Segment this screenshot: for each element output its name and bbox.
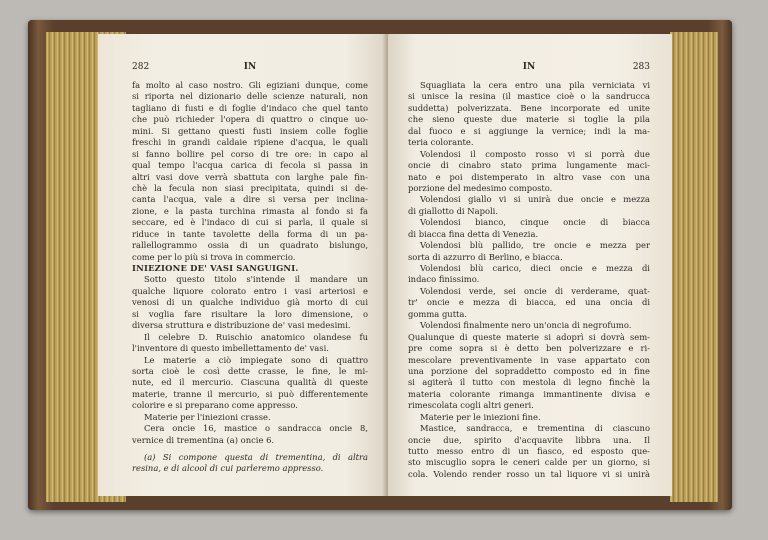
text-line: colorire e si preparano come appresso. bbox=[132, 400, 298, 411]
left-page-footnote bbox=[132, 452, 368, 475]
text-line: qualche liquore colorato entro i vasi arteriosi e bbox=[132, 285, 368, 296]
text-line: vernice di trementina (a) oncie 6. bbox=[132, 434, 275, 445]
text-line: oncie di cinabro stato prima lungamente maci- bbox=[408, 160, 650, 171]
text-line: che sieno queste due materie si toglie la pila bbox=[408, 114, 650, 125]
text-line: Il celebre D. Ruischio anatomico olandese fu bbox=[144, 331, 368, 342]
text-line: che può richieder l'opera di quattro o cinque uo- bbox=[132, 114, 368, 125]
right-running-head bbox=[408, 62, 650, 76]
text-line: tr' oncie e mezza di biacca, ed una oncia di bbox=[408, 297, 650, 308]
text-line: cola. Volendo render rosso un tal liquore vi si unirà bbox=[408, 468, 650, 479]
right-page-number: 283 bbox=[632, 62, 650, 72]
right-headword: IN bbox=[522, 62, 536, 72]
text-line: una porzione del sopraddetto composto ed in fine bbox=[408, 365, 650, 376]
text-line: Sotto questo titolo s'intende il mandare un bbox=[144, 274, 368, 285]
text-line: di biacca fina detta di Venezia. bbox=[408, 228, 539, 239]
text-line: Le materie a ciò impiegate sono di quattro bbox=[144, 354, 368, 365]
text-line: sorta di azzurro di Berlino, e biacca. bbox=[408, 251, 563, 262]
text-line: Volendosi il composto rosso vi si porrà due bbox=[420, 148, 650, 159]
text-line: come per lo più si trova in commercio. bbox=[132, 251, 296, 262]
text-line: si agiterà il tutto con mestola di legno finchè la bbox=[408, 377, 650, 388]
text-line: diversa struttura e distribuzione de' vasi medesimi. bbox=[132, 320, 351, 331]
text-line: zione, e la pasta turchina rimasta al fondo si fa bbox=[132, 205, 368, 216]
text-line: Volendosi finalmente nero un'oncia di negrofumo. bbox=[420, 320, 632, 331]
text-line: Materie per le iniezioni fine. bbox=[420, 411, 541, 422]
section-heading: INIEZIONE DE' VASI SANGUIGNI. bbox=[132, 263, 299, 273]
text-line: dal fuoco e si aggiunge la vernice; indi la ma- bbox=[408, 125, 650, 136]
text-line: tagliano di fusti e di foglie d'indaco che quel tanto bbox=[132, 102, 368, 113]
text-line: si unisce la resina (il mastice cioè o la sandrucca bbox=[408, 91, 650, 102]
text-line: rallellogrammo ossia di un quadrato bislungo, bbox=[132, 240, 368, 251]
text-line: Volendosi blù pallido, tre oncie e mezza per bbox=[420, 240, 650, 251]
left-page bbox=[98, 34, 388, 496]
text-line: suddetta) polverizzata. Bene incorporate ed unite bbox=[408, 102, 650, 113]
text-line: freschi in grandi caldaie ripiene d'acqua, le quali bbox=[132, 137, 368, 148]
page-edges-right bbox=[670, 32, 718, 502]
text-line: materia colorante rimanga immantinente divisa e bbox=[408, 388, 650, 399]
text-line: resina, e di alcool di cui parleremo appresso. bbox=[132, 463, 324, 474]
text-line: Mastice, sandracca, e trementina di ciascuno bbox=[420, 423, 650, 434]
text-line: gomma gutta. bbox=[408, 308, 468, 319]
text-line: teria colorante. bbox=[408, 137, 474, 148]
text-line: altri vasi dove verrà sbattuta con larghe pale fin- bbox=[132, 171, 368, 182]
text-line: Volendosi verde, sei oncie di verderame, quat- bbox=[420, 285, 650, 296]
text-line: si fanno bollire pel corso di tre ore: in capo al bbox=[132, 148, 368, 159]
text-line: indaco finissimo. bbox=[408, 274, 480, 285]
text-line: chè la fecula non siasi precipitata, quindi si de- bbox=[132, 182, 368, 193]
text-line: nato e poi distemperato in altro vase con una bbox=[408, 171, 650, 182]
left-page-number: 282 bbox=[132, 62, 150, 72]
text-line: sto miscuglio sopra le ceneri calde per un giorno, si bbox=[408, 457, 650, 468]
text-line: materie, tranne il mercurio, si può differentemente bbox=[132, 388, 368, 399]
text-line: (a) Si compone questa di trementina, di altra bbox=[144, 452, 368, 462]
text-line: si riporta nel dizionario delle scienze naturali, non bbox=[132, 91, 368, 102]
text-line: porzione del medesimo composto. bbox=[408, 182, 553, 193]
text-line: venosi di un qualche individuo già morto di cui bbox=[132, 297, 368, 308]
text-line: di giallotto di Napoli. bbox=[408, 205, 499, 216]
text-line: tutto messo entro di un fiasco, ed esposto que- bbox=[408, 446, 650, 456]
left-headword: IN bbox=[243, 62, 257, 72]
text-line: qual tempo l'acqua carica di fecola si passa in bbox=[132, 160, 368, 171]
text-line: riduce in tante tavolette della forma di un pa- bbox=[132, 228, 368, 239]
text-line: Squagliata la cera entro una pila verniciata vi bbox=[420, 80, 650, 90]
open-book bbox=[28, 20, 732, 510]
text-line: pre come sopra si è detto ben polverizzare e ri- bbox=[408, 343, 650, 354]
text-line: Cera oncie 16, mastice o sandracca oncie 8, bbox=[144, 423, 368, 434]
text-line: mescolare preventivamente in vase appartato con bbox=[408, 354, 650, 365]
right-page bbox=[388, 34, 672, 496]
text-line: si voglia fare risultare la loro dimensione, o bbox=[132, 308, 368, 319]
left-page-body bbox=[132, 80, 368, 446]
text-line: mini. Si gettano questi fusti insiem colle foglie bbox=[132, 125, 368, 136]
text-line: oncie due, spirito d'acquavite libbra una. Il bbox=[408, 434, 650, 445]
text-line: Volendosi giallo vi si unirà due oncie e mezza bbox=[420, 194, 650, 205]
text-line: canta l'acqua, vale a dire si versa per inclina- bbox=[132, 194, 368, 205]
text-line: Qualunque di queste materie si adoprì si dovrà sem- bbox=[408, 331, 650, 342]
text-line: l'inventore di questo imbellettamento de' vasi. bbox=[132, 343, 329, 354]
text-line: rimescolata cogli altri generi. bbox=[408, 400, 534, 411]
text-line: sorta cioè le così dette crasse, le fine, le mi- bbox=[132, 365, 368, 376]
left-running-head bbox=[132, 62, 368, 76]
text-line: fa molto al caso nostro. Gli egiziani dunque, come bbox=[132, 80, 368, 90]
text-line: nute, ed il mercurio. Ciascuna qualità di queste bbox=[132, 377, 368, 388]
text-line: Volendosi bianco, cinque oncie di biacca bbox=[420, 217, 650, 228]
text-line: seccare, ed è l'indaco di cui si parla, il quale si bbox=[132, 217, 368, 228]
right-page-body bbox=[408, 80, 650, 480]
text-line: Volendosi blù carico, dieci oncie e mezza di bbox=[420, 263, 650, 273]
text-line: Materie per l'iniezioni crasse. bbox=[144, 411, 271, 422]
